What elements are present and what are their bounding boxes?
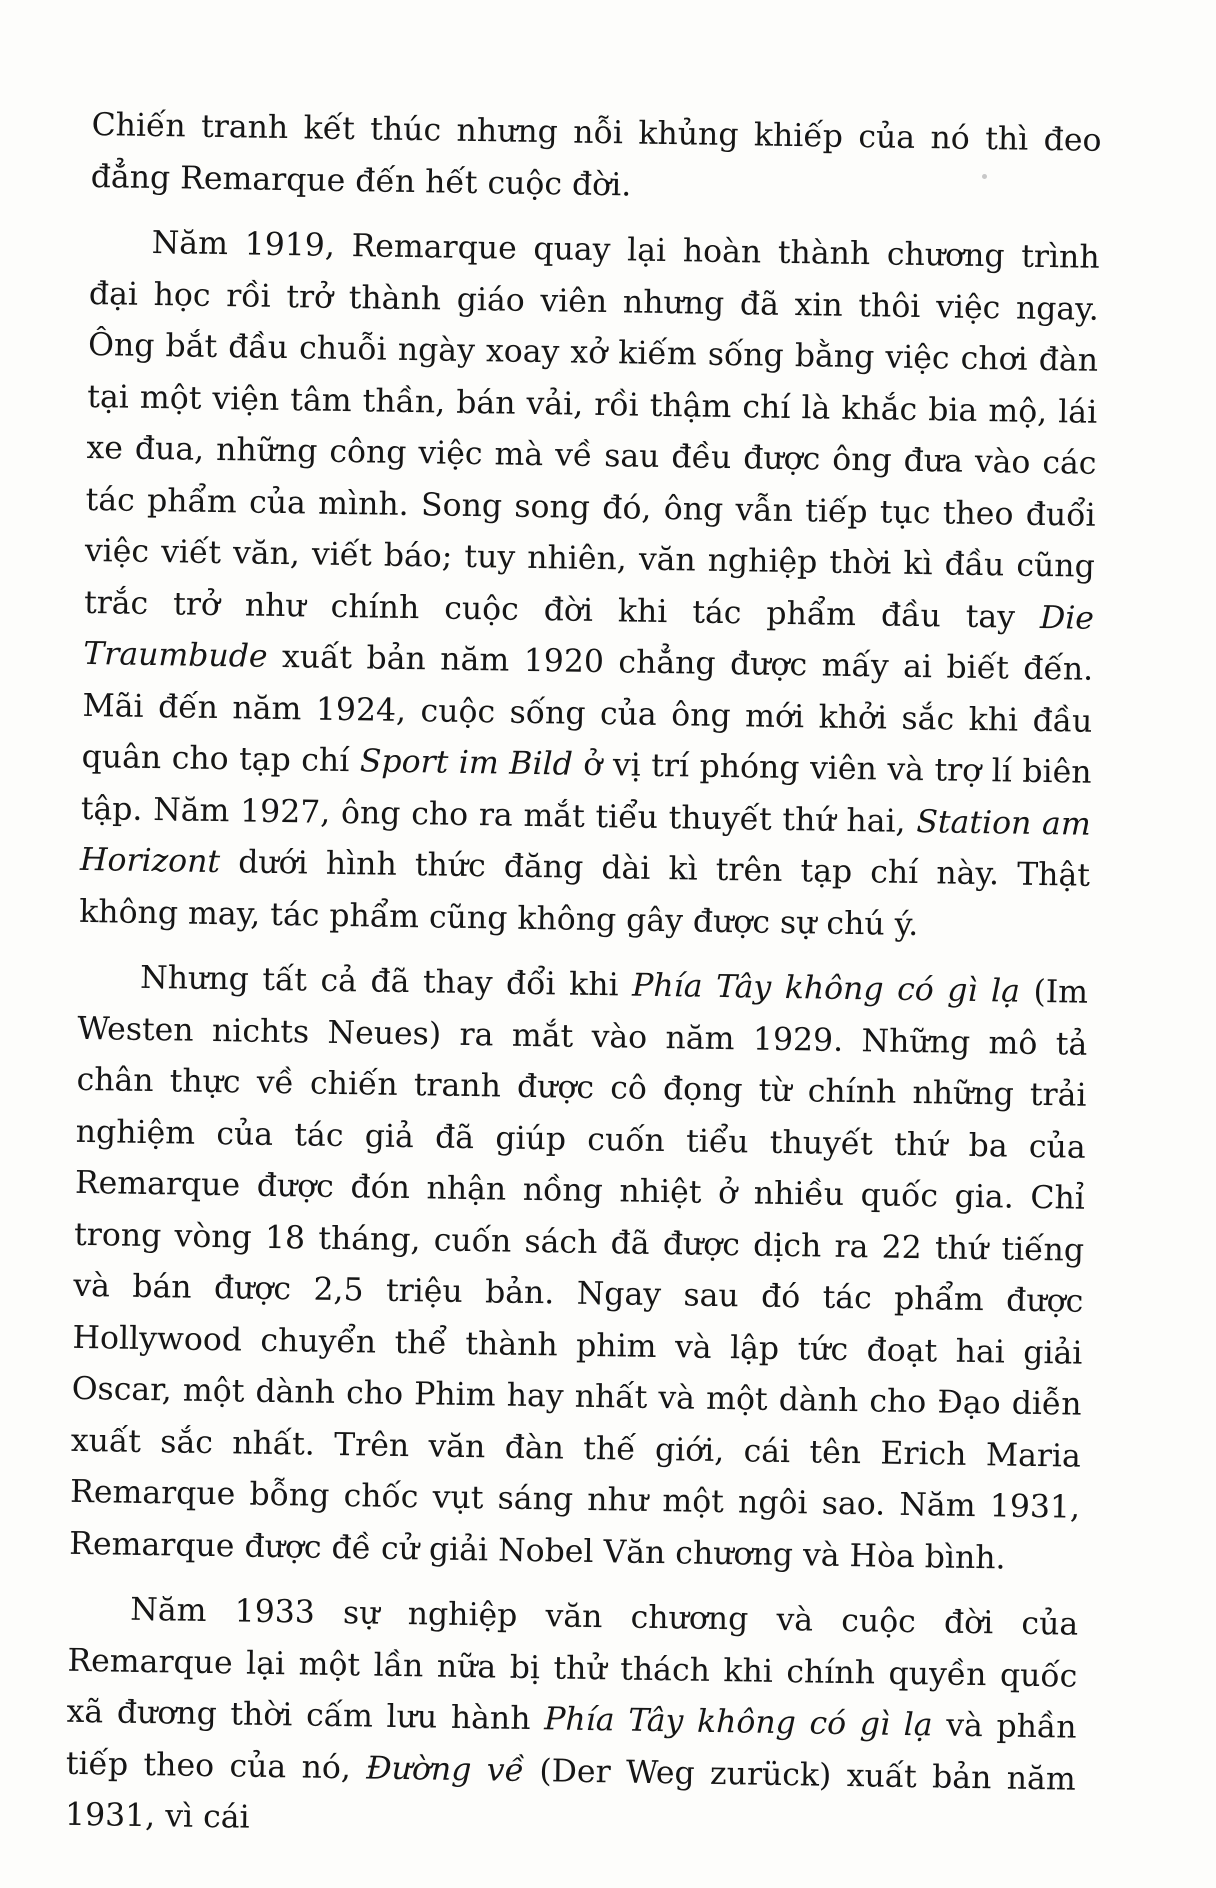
- body-text: [64, 100, 1101, 1871]
- book-title-station-am-horizont: Station am Horizont: [79, 803, 1092, 881]
- paragraph-4: [65, 1584, 1079, 1857]
- text-segment: (Der Weg zurück) xuất bản năm 1931, vì cái: [64, 1752, 1077, 1836]
- text-segment: dưới hình thức đăng dài kì trên tạp chí này. Thật không may, tác phẩm cũng không gây được sự chú ý.: [78, 844, 1091, 943]
- book-title-duong-ve: Đường về: [366, 1750, 525, 1789]
- paragraph-2: [79, 217, 1100, 954]
- book-title-phia-tay: Phía Tây không có gì lạ: [543, 1701, 933, 1744]
- text-segment: ở vị trí phóng viên và trợ lí biên tập. Năm 1927, ông cho ra mắt tiểu thuyết thứ hai,: [80, 746, 1092, 840]
- text-segment: Chiến tranh kết thúc nhưng nỗi khủng khiếp của nó thì đeo đẳng Remarque đến hết cuộc đời.: [90, 106, 1102, 203]
- text-segment: Năm 1919, Remarque quay lại hoàn thành chương trình đại học rồi trở thành giáo viên nhưng đã xin thôi việc ngay. Ông bắt đầu chuỗi ngày xoay xở kiếm sống bằng việc chơi đàn tại một viện tâm thần, bán vải, rồi thậm chí là khắc bia mộ, lái xe đua, những công việc mà về sau đều được ông đưa vào các tác phẩm của mình. Song song đó, ông vẫn tiếp tục theo đuổi việc viết văn, viết báo; tuy nhiên, văn nghiệp thời kì đầu cũng trắc trở như chính cuộc đời khi tác phẩm đầu tay: [83, 224, 1100, 636]
- text-segment: xuất bản năm 1920 chẳng được mấy ai biết đến. Mãi đến năm 1924, cuộc sống của ông mới khởi sắc khi đầu quân cho tạp chí: [81, 638, 1094, 780]
- magazine-title-sport-im-bild: Sport im Bild: [359, 743, 574, 783]
- text-segment: Năm 1933 sự nghiệp văn chương và cuộc đời của Remarque lại một lần nữa bị thử thách khi chính quyền quốc xã đương thời cấm lưu hành: [66, 1591, 1079, 1738]
- book-title-die-traumbude: Die Traumbude: [83, 599, 1095, 675]
- text-segment: và phần tiếp theo của nó,: [65, 1707, 1077, 1787]
- text-segment: (Im Westen nichts Neues) ra mắt vào năm 1929. Những mô tả chân thực về chiến tranh được cô đọng từ chính những trải nghiệm của tác giả đã giúp cuốn tiểu thuyết thứ ba của Remarque được đón nhận nồng nhiệt ở nhiều quốc gia. Chỉ trong vòng 18 tháng, cuốn sách đã được dịch ra 22 thứ tiếng và bán được 2,5 triệu bản. Ngay sau đó tác phẩm được Hollywood chuyển thể thành phim và lập tức đoạt hai giải Oscar, một dành cho Phim hay nhất và một dành cho Đạo diễn xuất sắc nhất. Trên văn đàn thế giới, cái tên Erich Maria Remarque bỗng chốc vụt sáng như một ngôi sao. Năm 1931, Remarque được đề cử giải Nobel Văn chương và Hòa bình.: [69, 973, 1089, 1577]
- paragraph-3: [69, 952, 1089, 1586]
- book-title-phia-tay: Phía Tây không có gì lạ: [631, 967, 1021, 1010]
- paragraph-1: [90, 100, 1101, 219]
- text-segment: Nhưng tất cả đã thay đổi khi: [139, 959, 633, 1004]
